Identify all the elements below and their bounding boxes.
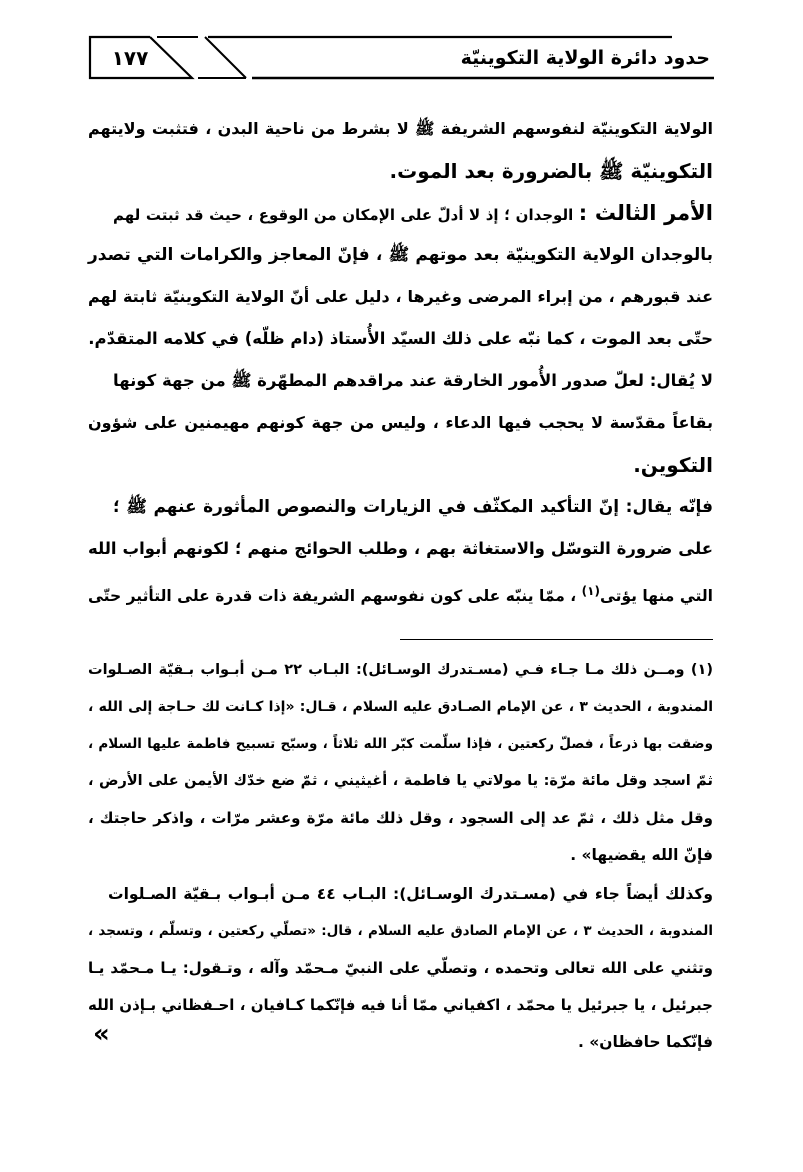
section-lead: الأمر الثالث : [578,201,714,225]
text-line: لا يُقال: لعلّ صدور الأُمور الخارقة عند مراقدهم المطهّرة ﷺ من جهة كونها [113,371,713,390]
footnote-reference[interactable]: (١) [581,584,600,598]
text-line: الولاية التكوينيّة لنفوسهم الشريفة ﷺ لا بشرط من ناحية البدن ، فتثبت ولايتهم [88,119,713,138]
text-line: على ضرورة التوسّل والاستغاثة بهم ، وطلب الحوائج منهم ؛ لكونهم أبواب الله [88,539,713,558]
text-line [88,570,713,617]
text-span: ، ممّا ينبّه على كون نفوسهم الشريفة ذات قدرة على التأثير حتّى [88,587,577,606]
text-line: حتّى بعد الموت ، كما نبّه على ذلك السيّد الأُستاذ (دام ظلّه) في كلامه المتقدّم. [88,329,713,348]
text-span: التي منها يؤتى [599,587,713,606]
text-line: بقاعاً مقدّسة لا يحجب فيها الدعاء ، وليس من جهة كونهم مهيمنين على شؤون [88,413,713,432]
footnote-line: وضقت بها ذرعاً ، فصلّ ركعتين ، فإذا سلّمت كبّر الله ثلاثاً ، وسبّح تسبيح فاطمة عليها السلام ، [88,736,713,752]
continuation-mark-icon: « [93,1019,110,1049]
footnote-line: (١) ومــن ذلك مـا جـاء فـي (مسـتدرك الوسـائل): البـاب ٢٢ مـن أبـواب بـقيّة الصـلوات [88,662,713,678]
text-line: عند قبورهم ، من إبراء المرضى وغيرها ، دليل على أنّ الولاية التكوينيّة ثابتة لهم [88,287,713,306]
text-line: التكوينيّة ﷺ بالضرورة بعد الموت. [389,159,713,183]
running-title: حدود دائرة الولاية التكوينيّة [460,47,710,69]
footnote-line: المندوبة ، الحديث ٣ ، عن الإمام الصـادق عليه السلام ، قـال: «إذا كـانت لك حـاجة إلى الله ، [88,699,713,715]
footnote-line: فإنّ الله يقضيها» . [570,846,713,864]
text-span: الوجدان ؛ إذ لا أدلّ على الإمكان من الوقوع ، حيث قد ثبتت لهم [113,206,574,224]
text-line: فإنّه يقال: إنّ التأكيد المكثّف في الزيارات والنصوص المأثورة عنهم ﷺ ؛ [113,497,713,517]
text-line [113,192,713,236]
footnote-line: وتثني على الله تعالى وتحمده ، وتصلّي على النبيّ مـحمّد وآله ، وتـقول: يـا مـحمّد يـا [88,959,713,977]
text-line: بالوجدان الولاية التكوينيّة بعد موتهم ﷺ ، فإنّ المعاجز والكرامات التي تصدر [88,245,713,265]
page-number: ١٧٧ [111,46,149,70]
footnote-line: جبرئيل ، يا جبرئيل يا محمّد ، اكفياني ممّا أنا فيه فإنّكما كـافيان ، احـفظاني بـإذن الله [88,996,713,1014]
footnote-separator [400,639,713,640]
footnote-line: المندوبة ، الحديث ٣ ، عن الإمام الصادق عليه السلام ، قال: «تصلّي ركعتين ، وتسلّم ، وتسجد ، [88,923,713,939]
text-line: التكوين. [633,453,713,477]
footnote-line: وكذلك أيضاً جاء في (مسـتدرك الوسـائل): البـاب ٤٤ مـن أبـواب بـقيّة الصـلوات [108,885,713,903]
footnote-line: ثمّ اسجد وقل مائة مرّة: يا مولاتي يا فاطمة ، أغيثيني ، ثمّ ضع خدّك الأيمن على الأرض ، [88,773,713,789]
header-slant-line [205,37,246,78]
footnote-line: فإنّكما حافظان» . [578,1033,713,1051]
footnote-line: وقل مثل ذلك ، ثمّ عد إلى السجود ، وقل ذلك مائة مرّة وعشر مرّات ، واذكر حاجتك ، [88,809,713,827]
